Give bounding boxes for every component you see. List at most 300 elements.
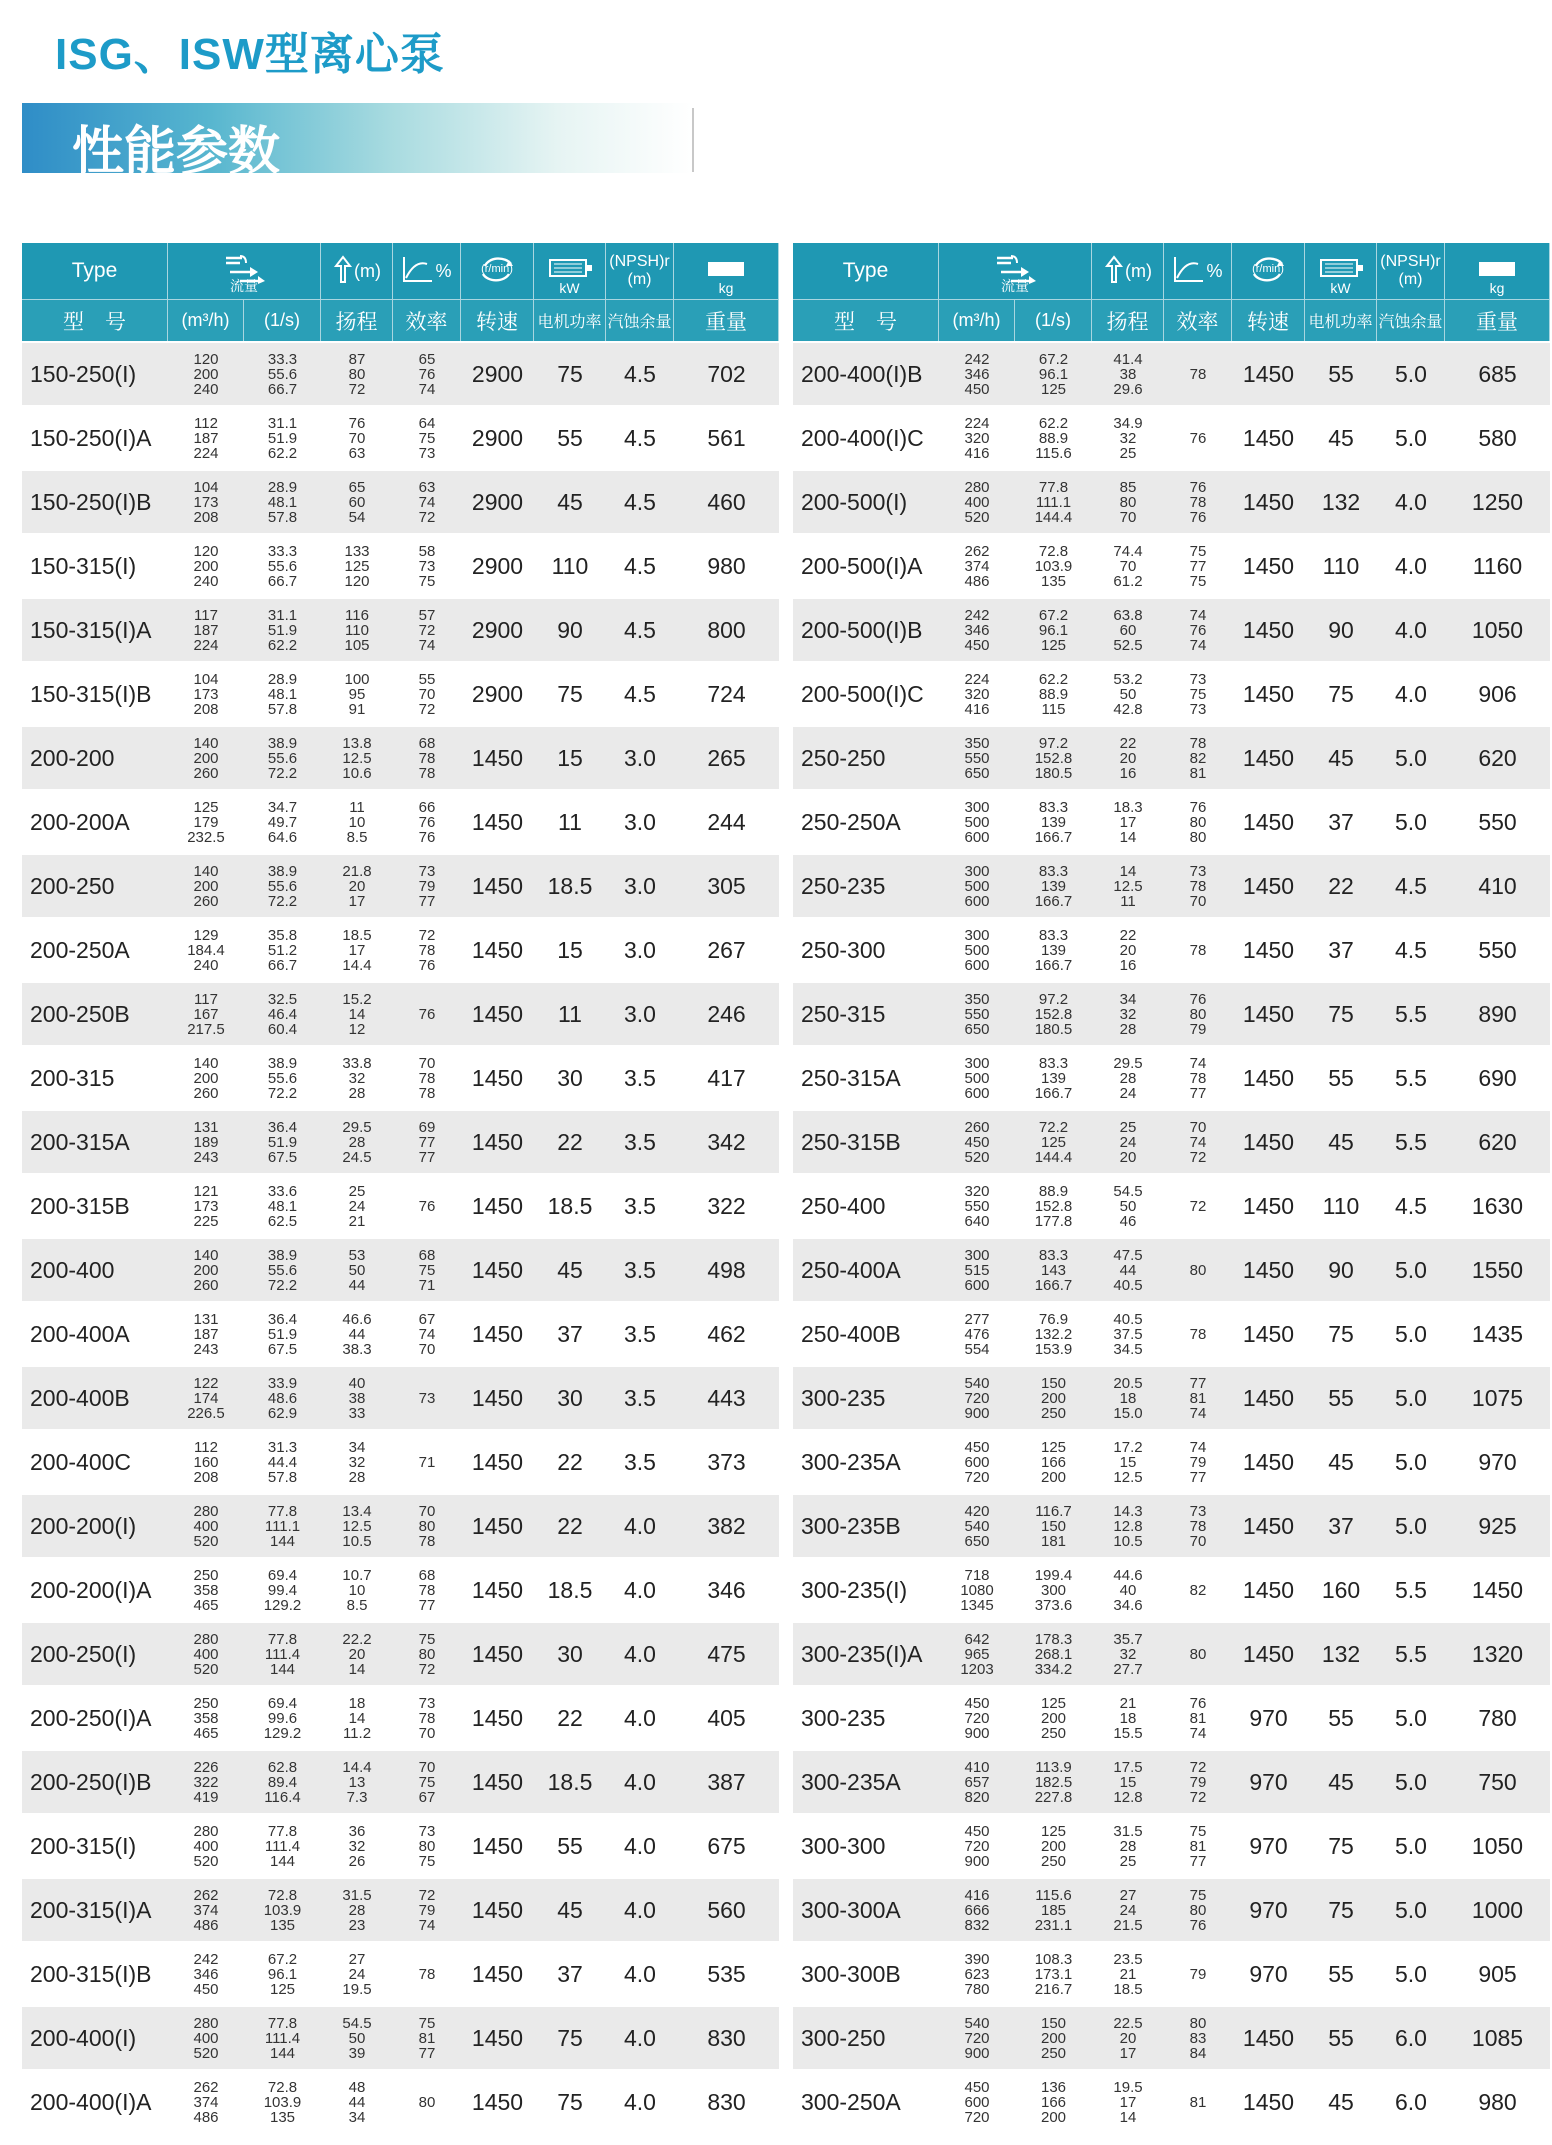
power-cell: 110 bbox=[534, 533, 606, 597]
stack-value: 13 bbox=[348, 1773, 366, 1791]
stack-value: 18 bbox=[348, 1694, 366, 1712]
model-cell: 200-200 bbox=[22, 725, 168, 789]
stack-value: 55.6 bbox=[267, 749, 298, 767]
col-head-header bbox=[321, 243, 393, 299]
stack-value: 16 bbox=[1119, 956, 1137, 974]
stack-value: 900 bbox=[964, 1724, 990, 1742]
stack-value: 500 bbox=[964, 1069, 990, 1087]
flow-ls-cell bbox=[244, 1621, 321, 1685]
flow-m3h-cell bbox=[939, 1621, 1015, 1685]
flow-m3h-cell bbox=[939, 1877, 1015, 1941]
head-header: 扬程 bbox=[1092, 299, 1164, 341]
stack-value: 80 bbox=[1189, 1261, 1207, 1279]
flow-ls-cell bbox=[1015, 1493, 1092, 1557]
stack-value: 62.2 bbox=[267, 444, 298, 462]
stack-value: 242 bbox=[193, 1950, 219, 1968]
stack-value: 140 bbox=[193, 862, 219, 880]
flow-m3h-cell bbox=[168, 917, 244, 981]
npsh-cell: 3.0 bbox=[606, 725, 674, 789]
stack-value: 78 bbox=[418, 1709, 436, 1727]
table-row bbox=[793, 533, 1550, 597]
model-cell: 150-315(I)A bbox=[22, 597, 168, 661]
npsh-header: 汽蚀余量 bbox=[606, 299, 674, 341]
weight-cell: 905 bbox=[1445, 1941, 1550, 2005]
stack-value: 40.5 bbox=[1113, 1310, 1143, 1328]
flow-ls-cell bbox=[1015, 661, 1092, 725]
stack-value: 74 bbox=[1189, 1054, 1207, 1072]
stack-value: 80 bbox=[1189, 1901, 1207, 1919]
npsh-cell: 4.5 bbox=[606, 469, 674, 533]
flow-ls-cell bbox=[244, 1493, 321, 1557]
table-row bbox=[22, 1237, 779, 1301]
power-cell: 75 bbox=[1305, 661, 1377, 725]
stack-value: 720 bbox=[964, 2029, 990, 2047]
flow-ls-cell bbox=[1015, 341, 1092, 405]
stack-value: 80 bbox=[348, 365, 366, 383]
stack-value: 77 bbox=[1189, 1852, 1207, 1870]
stack-value: 40 bbox=[348, 1374, 366, 1392]
stack-value: 125 bbox=[1040, 380, 1067, 398]
stack-value: 77 bbox=[418, 1148, 436, 1166]
power-cell: 30 bbox=[534, 1621, 606, 1685]
stack-value: 79 bbox=[1189, 1965, 1207, 1983]
stack-value: 450 bbox=[193, 1980, 219, 1998]
flow-m3h-cell bbox=[168, 1237, 244, 1301]
stack-value: 72 bbox=[1189, 1197, 1207, 1215]
stack-value: 70 bbox=[1189, 1532, 1207, 1550]
flow-ls-cell bbox=[1015, 1621, 1092, 1685]
stack-value: 21.8 bbox=[342, 862, 372, 880]
power-cell: 75 bbox=[1305, 1813, 1377, 1877]
table-row bbox=[793, 2069, 1550, 2133]
stack-value: 550 bbox=[964, 749, 990, 767]
stack-value: 77.8 bbox=[267, 1822, 298, 1840]
stack-value: 81 bbox=[1189, 1389, 1207, 1407]
stack-value: 67.5 bbox=[267, 1340, 298, 1358]
npsh-cell: 3.5 bbox=[606, 1173, 674, 1237]
flow-ls-cell bbox=[244, 1749, 321, 1813]
efficiency-cell bbox=[1164, 1749, 1232, 1813]
flow-m3h-cell bbox=[939, 853, 1015, 917]
model-cell: 150-250(I)B bbox=[22, 469, 168, 533]
weight-cell: 382 bbox=[674, 1493, 779, 1557]
stack-value: 200 bbox=[1040, 2108, 1067, 2126]
stack-value: 374 bbox=[193, 2093, 219, 2111]
npsh-cell: 5.0 bbox=[1377, 1429, 1445, 1493]
flow-m3h-cell bbox=[939, 661, 1015, 725]
stack-value: 17 bbox=[1119, 2093, 1137, 2111]
efficiency-cell bbox=[1164, 725, 1232, 789]
weight-cell: 620 bbox=[1445, 1109, 1550, 1173]
weight-cell: 1550 bbox=[1445, 1237, 1550, 1301]
flow-m3h-cell bbox=[168, 2005, 244, 2069]
power-cell: 90 bbox=[1305, 597, 1377, 661]
stack-value: 48 bbox=[348, 2078, 366, 2096]
stack-value: 10 bbox=[348, 813, 366, 831]
stack-value: 143 bbox=[1040, 1261, 1067, 1279]
stack-value: 78 bbox=[1189, 493, 1207, 511]
stack-value: 300 bbox=[964, 862, 990, 880]
stack-value: 111.1 bbox=[1035, 493, 1072, 511]
stack-value: 76 bbox=[1189, 429, 1207, 447]
efficiency-cell bbox=[1164, 1429, 1232, 1493]
weight-cell: 980 bbox=[1445, 2069, 1550, 2133]
weight-cell: 1085 bbox=[1445, 2005, 1550, 2069]
power-cell: 22 bbox=[534, 1685, 606, 1749]
stack-value: 18.3 bbox=[1113, 798, 1143, 816]
stack-value: 28.9 bbox=[267, 478, 298, 496]
stack-value: 34.9 bbox=[1113, 414, 1143, 432]
stack-value: 29.6 bbox=[1113, 380, 1143, 398]
efficiency-cell bbox=[393, 597, 461, 661]
stack-value: 180.5 bbox=[1034, 1020, 1073, 1038]
stack-value: 400 bbox=[193, 2029, 219, 2047]
stack-value: 73 bbox=[1189, 700, 1207, 718]
stack-value: 115.6 bbox=[1035, 1886, 1072, 1904]
speed-cell: 1450 bbox=[1232, 341, 1305, 405]
stack-value: 179 bbox=[193, 813, 219, 831]
col-weight-header bbox=[1445, 243, 1550, 299]
flow-ls-cell bbox=[244, 725, 321, 789]
stack-value: 200 bbox=[1040, 1468, 1067, 1486]
stack-value: 60 bbox=[1119, 621, 1137, 639]
stack-value: 77 bbox=[1189, 1084, 1207, 1102]
power-cell: 45 bbox=[1305, 2069, 1377, 2133]
flow-m3h-cell bbox=[939, 597, 1015, 661]
stack-value: 88.9 bbox=[1038, 685, 1069, 703]
stack-value: 77 bbox=[418, 2044, 436, 2062]
flow-m3h-cell bbox=[939, 1493, 1015, 1557]
stack-value: 139 bbox=[1040, 877, 1067, 895]
stack-value: 21 bbox=[1119, 1694, 1137, 1712]
stack-value: 111.1 bbox=[264, 1517, 301, 1535]
model-cell: 300-300B bbox=[793, 1941, 939, 2005]
stack-value: 144.4 bbox=[1034, 508, 1073, 526]
head-cell bbox=[1092, 1429, 1164, 1493]
power-cell: 110 bbox=[1305, 1173, 1377, 1237]
stack-value: 300 bbox=[964, 926, 990, 944]
npsh-cell: 5.0 bbox=[1377, 1877, 1445, 1941]
stack-value: 260 bbox=[193, 1276, 219, 1294]
stack-value: 77.8 bbox=[267, 2014, 298, 2032]
stack-value: 268.1 bbox=[1034, 1645, 1073, 1663]
table-row bbox=[22, 1301, 779, 1365]
stack-value: 486 bbox=[193, 2108, 219, 2126]
model-cell: 250-250A bbox=[793, 789, 939, 853]
stack-value: 12.8 bbox=[1113, 1517, 1143, 1535]
head-cell bbox=[321, 1813, 393, 1877]
power-cell: 37 bbox=[1305, 917, 1377, 981]
table-row bbox=[22, 1045, 779, 1109]
stack-value: 11.2 bbox=[342, 1724, 372, 1742]
model-cell: 200-250 bbox=[22, 853, 168, 917]
stack-value: 410 bbox=[964, 1758, 990, 1776]
flow-m3h-header: (m³/h) bbox=[939, 299, 1015, 341]
stack-value: 720 bbox=[964, 1468, 990, 1486]
stack-value: 31.5 bbox=[342, 1886, 372, 1904]
stack-value: 75 bbox=[418, 429, 436, 447]
stack-value: 187 bbox=[193, 621, 219, 639]
efficiency-cell bbox=[393, 341, 461, 405]
table-row bbox=[793, 917, 1550, 981]
stack-value: 71 bbox=[418, 1276, 436, 1294]
stack-value: 720 bbox=[964, 2108, 990, 2126]
stack-value: 77 bbox=[418, 1133, 436, 1151]
stack-value: 65 bbox=[348, 478, 366, 496]
stack-value: 81 bbox=[1189, 1709, 1207, 1727]
model-cell: 200-400(I)B bbox=[793, 341, 939, 405]
stack-value: 450 bbox=[964, 2078, 990, 2096]
head-cell bbox=[1092, 1557, 1164, 1621]
header-unit: % bbox=[435, 260, 452, 281]
stack-value: 78 bbox=[1189, 365, 1207, 383]
stack-value: 144 bbox=[269, 2044, 296, 2062]
efficiency-cell bbox=[393, 1749, 461, 1813]
stack-value: 72 bbox=[418, 700, 436, 718]
stack-value: 76 bbox=[418, 956, 436, 974]
stack-value: 358 bbox=[193, 1581, 219, 1599]
head-cell bbox=[321, 1621, 393, 1685]
model-cell: 200-315B bbox=[22, 1173, 168, 1237]
flow-m3h-cell bbox=[168, 1301, 244, 1365]
flow-ls-cell bbox=[244, 853, 321, 917]
speed-cell: 2900 bbox=[461, 597, 534, 661]
flow-m3h-cell bbox=[168, 1109, 244, 1173]
col-eff-header bbox=[1164, 243, 1232, 299]
model-cell: 250-250 bbox=[793, 725, 939, 789]
speed-cell: 2900 bbox=[461, 661, 534, 725]
stack-value: 450 bbox=[964, 636, 990, 654]
head-cell bbox=[321, 1173, 393, 1237]
table-row bbox=[793, 597, 1550, 661]
col-speed-header bbox=[1232, 243, 1305, 299]
table-row bbox=[22, 1173, 779, 1237]
model-cell: 300-235(I) bbox=[793, 1557, 939, 1621]
flow-ls-cell bbox=[1015, 1813, 1092, 1877]
stack-value: 76.9 bbox=[1038, 1310, 1069, 1328]
stack-value: 74 bbox=[1189, 1133, 1207, 1151]
stack-value: 99.4 bbox=[267, 1581, 298, 1599]
stack-value: 820 bbox=[964, 1788, 990, 1806]
npsh-cell: 4.5 bbox=[1377, 1173, 1445, 1237]
flow-ls-cell bbox=[1015, 853, 1092, 917]
stack-value: 115.6 bbox=[1035, 444, 1072, 462]
npsh-cell: 5.0 bbox=[1377, 1237, 1445, 1301]
header-label: kW bbox=[559, 280, 580, 296]
stack-value: 250 bbox=[1040, 1724, 1067, 1742]
speed-cell: 1450 bbox=[461, 1685, 534, 1749]
weight-header: 重量 bbox=[674, 299, 779, 341]
speed-cell: 1450 bbox=[1232, 1301, 1305, 1365]
table-row bbox=[22, 853, 779, 917]
stack-value: 122 bbox=[193, 1374, 219, 1392]
efficiency-cell bbox=[1164, 533, 1232, 597]
stack-value: 550 bbox=[964, 1197, 990, 1215]
stack-value: 12.5 bbox=[1113, 877, 1143, 895]
stack-value: 32.5 bbox=[267, 990, 298, 1008]
npsh-cell: 5.0 bbox=[1377, 405, 1445, 469]
stack-value: 240 bbox=[193, 572, 219, 590]
flow-m3h-cell bbox=[168, 1621, 244, 1685]
speed-header: 转速 bbox=[1232, 299, 1305, 341]
stack-value: 72 bbox=[1189, 1788, 1207, 1806]
stack-value: 185 bbox=[1040, 1901, 1067, 1919]
npsh-cell: 5.0 bbox=[1377, 789, 1445, 853]
flow-ls-cell bbox=[1015, 789, 1092, 853]
model-cell: 200-315A bbox=[22, 1109, 168, 1173]
model-cell: 150-250(I) bbox=[22, 341, 168, 405]
power-cell: 45 bbox=[1305, 1749, 1377, 1813]
power-cell: 45 bbox=[1305, 725, 1377, 789]
speed-cell: 1450 bbox=[1232, 981, 1305, 1045]
stack-value: 55.6 bbox=[267, 365, 298, 383]
stack-value: 47.5 bbox=[1113, 1246, 1143, 1264]
stack-value: 72.2 bbox=[267, 1276, 298, 1294]
stack-value: 79 bbox=[1189, 1020, 1207, 1038]
stack-value: 80 bbox=[1189, 813, 1207, 831]
npsh-cell: 4.0 bbox=[606, 1493, 674, 1557]
stack-value: 520 bbox=[193, 1660, 219, 1678]
flow-m3h-cell bbox=[939, 1685, 1015, 1749]
weight-cell: 750 bbox=[1445, 1749, 1550, 1813]
stack-value: 81 bbox=[418, 2029, 436, 2047]
stack-value: 600 bbox=[964, 2093, 990, 2111]
stack-value: 80 bbox=[418, 1645, 436, 1663]
stack-value: 139 bbox=[1040, 941, 1067, 959]
stack-value: 80 bbox=[1119, 493, 1137, 511]
head-cell bbox=[1092, 1685, 1164, 1749]
stack-value: 33.8 bbox=[342, 1054, 372, 1072]
weight-cell: 1435 bbox=[1445, 1301, 1550, 1365]
table-row bbox=[22, 1813, 779, 1877]
stack-value: 23.5 bbox=[1113, 1950, 1143, 1968]
stack-value: 486 bbox=[964, 572, 990, 590]
stack-value: 419 bbox=[193, 1788, 219, 1806]
stack-value: 116.4 bbox=[264, 1788, 301, 1806]
stack-value: 80 bbox=[1189, 828, 1207, 846]
stack-value: 135 bbox=[1040, 572, 1067, 590]
efficiency-cell bbox=[393, 1493, 461, 1557]
stack-value: 14 bbox=[1119, 828, 1137, 846]
stack-value: 74 bbox=[418, 1916, 436, 1934]
performance-table-left bbox=[22, 243, 779, 2133]
stack-value: 260 bbox=[193, 764, 219, 782]
stack-value: 125 bbox=[193, 798, 219, 816]
stack-value: 450 bbox=[964, 380, 990, 398]
efficiency-cell bbox=[1164, 405, 1232, 469]
flow-m3h-cell bbox=[939, 1749, 1015, 1813]
stack-value: 25 bbox=[1119, 1118, 1137, 1136]
npsh-label: (NPSH)r bbox=[1380, 253, 1441, 270]
stack-value: 63.8 bbox=[1113, 606, 1143, 624]
stack-value: 200 bbox=[193, 749, 219, 767]
stack-value: 77.8 bbox=[267, 1502, 298, 1520]
speed-cell: 1450 bbox=[461, 1621, 534, 1685]
table-row bbox=[22, 917, 779, 981]
flow-ls-cell bbox=[1015, 1749, 1092, 1813]
stack-value: 38.9 bbox=[267, 1246, 298, 1264]
stack-value: 74 bbox=[418, 493, 436, 511]
stack-value: 38.9 bbox=[267, 862, 298, 880]
flow-m3h-cell bbox=[939, 2069, 1015, 2133]
stack-value: 200 bbox=[1040, 2029, 1067, 2047]
stack-value: 80 bbox=[418, 1517, 436, 1535]
weight-cell: 498 bbox=[674, 1237, 779, 1301]
model-cell: 300-235 bbox=[793, 1365, 939, 1429]
stack-value: 75 bbox=[1189, 1822, 1207, 1840]
stack-value: 20.5 bbox=[1113, 1374, 1143, 1392]
npsh-cell: 4.0 bbox=[606, 1877, 674, 1941]
power-cell: 22 bbox=[534, 1109, 606, 1173]
stack-value: 51.9 bbox=[267, 1325, 298, 1343]
efficiency-cell bbox=[1164, 1813, 1232, 1877]
stack-value: 54.5 bbox=[342, 2014, 372, 2032]
efficiency-cell bbox=[1164, 789, 1232, 853]
stack-value: 500 bbox=[964, 813, 990, 831]
table-row bbox=[793, 1173, 1550, 1237]
stack-value: 72.2 bbox=[267, 892, 298, 910]
model-cell: 200-315(I)B bbox=[22, 1941, 168, 2005]
npsh-label: (NPSH)r bbox=[609, 253, 670, 270]
stack-value: 180.5 bbox=[1034, 764, 1073, 782]
stack-value: 26 bbox=[348, 1852, 366, 1870]
speed-cell: 1450 bbox=[1232, 1173, 1305, 1237]
flow-ls-header: (1/s) bbox=[1015, 299, 1092, 341]
stack-value: 200 bbox=[193, 877, 219, 895]
speed-cell: 1450 bbox=[461, 1749, 534, 1813]
flow-m3h-cell bbox=[168, 533, 244, 597]
npsh-cell: 3.0 bbox=[606, 981, 674, 1045]
weight-cell: 780 bbox=[1445, 1685, 1550, 1749]
head-cell bbox=[1092, 1301, 1164, 1365]
power-cell: 45 bbox=[1305, 405, 1377, 469]
npsh-cell: 3.5 bbox=[606, 1301, 674, 1365]
flow-ls-cell bbox=[1015, 533, 1092, 597]
stack-value: 62.2 bbox=[1038, 670, 1069, 688]
head-cell bbox=[321, 1429, 393, 1493]
npsh-cell: 5.0 bbox=[1377, 341, 1445, 405]
model-cell: 250-315A bbox=[793, 1045, 939, 1109]
flow-ls-cell bbox=[244, 1813, 321, 1877]
stack-value: 181 bbox=[1040, 1532, 1067, 1550]
stack-value: 21.5 bbox=[1113, 1916, 1143, 1934]
stack-value: 73 bbox=[418, 444, 436, 462]
stack-value: 75 bbox=[1189, 685, 1207, 703]
flow-ls-cell bbox=[244, 2069, 321, 2133]
stack-value: 77 bbox=[418, 892, 436, 910]
stack-value: 320 bbox=[964, 685, 990, 703]
stack-value: 11 bbox=[1120, 892, 1136, 910]
stack-value: 173 bbox=[193, 1197, 219, 1215]
table-row bbox=[22, 1621, 779, 1685]
table-row bbox=[22, 597, 779, 661]
efficiency-cell bbox=[1164, 917, 1232, 981]
power-cell: 30 bbox=[534, 1365, 606, 1429]
stack-value: 57 bbox=[418, 606, 436, 624]
weight-cell: 970 bbox=[1445, 1429, 1550, 1493]
speed-cell: 1450 bbox=[461, 1109, 534, 1173]
stack-value: 17 bbox=[1119, 2044, 1137, 2062]
stack-value: 34.5 bbox=[1113, 1340, 1143, 1358]
speed-cell: 1450 bbox=[1232, 661, 1305, 725]
stack-value: 54.5 bbox=[1113, 1182, 1143, 1200]
stack-value: 78 bbox=[1189, 734, 1207, 752]
stack-value: 89.4 bbox=[267, 1773, 298, 1791]
stack-value: 125 bbox=[1040, 636, 1067, 654]
model-cell: 200-250(I)B bbox=[22, 1749, 168, 1813]
stack-value: 77 bbox=[1189, 1374, 1207, 1392]
efficiency-header: 效率 bbox=[1164, 299, 1232, 341]
